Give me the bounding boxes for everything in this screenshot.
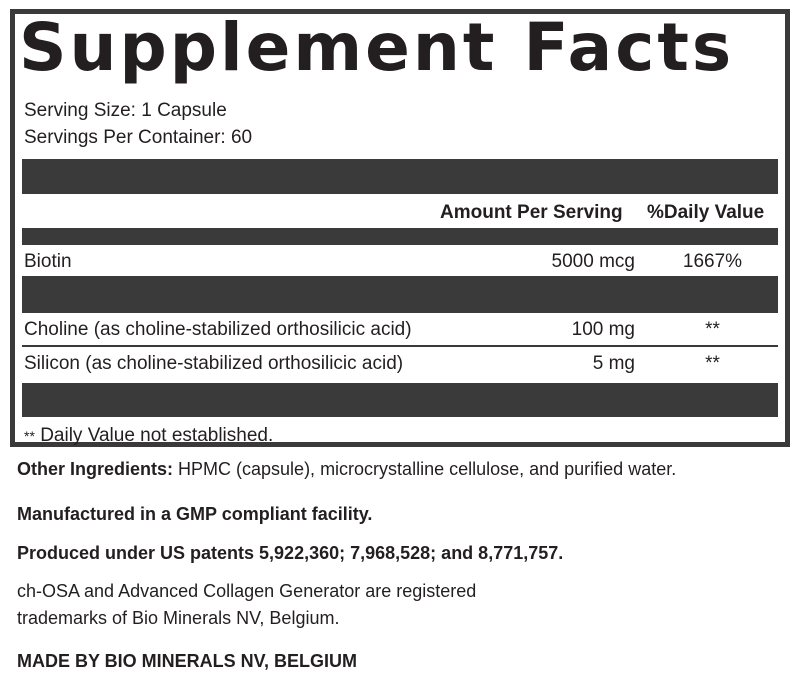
nutrient-name-silicon: Silicon (as choline-stabilized orthosilicic acid) [24,353,404,374]
footnote-marker: ** [24,428,35,444]
thick-separator-bar [22,383,778,417]
nutrient-dv-biotin: 1667% [682,251,743,272]
thick-separator-bar [22,159,778,194]
column-header-daily-value: %Daily Value [647,202,765,223]
column-header-amount: Amount Per Serving [440,202,623,223]
servings-per-container: Servings Per Container: 60 [24,127,253,148]
patents-statement: Produced under US patents 5,922,360; 7,968,528; and 8,771,757. [17,543,564,563]
gmp-statement: Manufactured in a GMP compliant facility. [17,504,373,524]
nutrient-dv-silicon: ** [705,353,720,374]
supplement-facts-panel [10,9,790,447]
other-ingredients-text: HPMC (capsule), microcrystalline cellulose, and purified water. [178,459,677,479]
other-ingredients [17,458,676,480]
serving-size: Serving Size: 1 Capsule [24,100,227,121]
trademark-line-2: trademarks of Bio Minerals NV, Belgium. [17,608,340,628]
footnote-text: Daily Value not established. [40,425,274,446]
thick-separator-bar [22,276,778,313]
panel-title: Supplement Facts [19,9,735,86]
nutrient-name-choline: Choline (as choline-stabilized orthosilicic acid) [24,319,412,340]
nutrient-amount-biotin: 5000 mcg [551,251,635,272]
other-ingredients-label: Other Ingredients: [17,459,174,479]
medium-separator-bar [22,228,778,245]
nutrient-amount-choline: 100 mg [571,319,635,340]
made-by-statement: MADE BY BIO MINERALS NV, BELGIUM [17,651,358,671]
nutrient-dv-choline: ** [705,319,720,340]
nutrient-name-biotin: Biotin [24,251,72,272]
nutrient-amount-silicon: 5 mg [592,353,635,374]
footnote [24,425,273,447]
trademark-line-1: ch-OSA and Advanced Collagen Generator are registered [17,581,477,601]
thin-rule [22,345,778,347]
